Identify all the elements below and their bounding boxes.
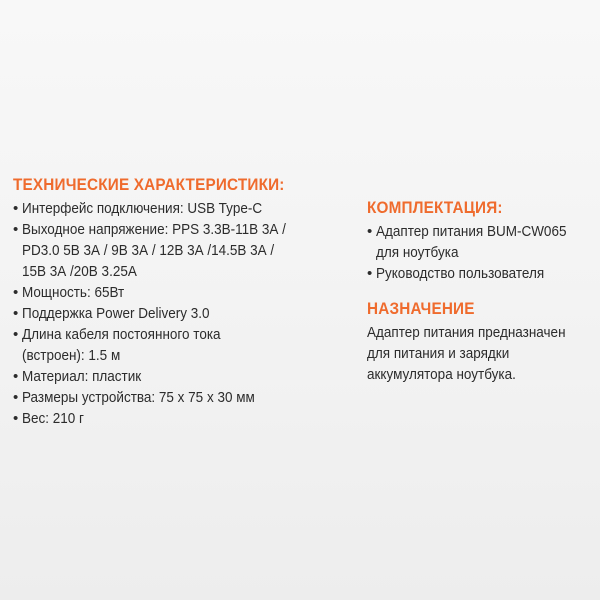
right-column — [367, 197, 592, 385]
purpose-section — [367, 298, 592, 385]
spec-line: (встроен): 1.5 м — [22, 347, 121, 364]
spec-line: • Размеры устройства: 75 x 75 x 30 мм — [22, 389, 255, 406]
specs-section — [13, 174, 343, 429]
purpose-line: для питания и зарядки — [367, 345, 510, 362]
spec-item-material — [13, 366, 343, 387]
spec-line: PD3.0 5В 3А / 9В 3А / 12В 3А /14.5В 3А / — [22, 242, 275, 259]
spec-item-interface — [13, 198, 343, 219]
purpose-heading: НАЗНАЧЕНИЕ — [367, 299, 475, 318]
kit-line: для ноутбука — [376, 244, 459, 261]
kit-line: • Адаптер питания BUM-CW065 — [376, 223, 567, 240]
spec-line: • Интерфейс подключения: USB Type-C — [22, 200, 263, 217]
kit-heading: КОМПЛЕКТАЦИЯ: — [367, 198, 503, 217]
purpose-line: Адаптер питания предназначен — [367, 324, 566, 341]
spec-item-weight — [13, 408, 343, 429]
spec-line: • Выходное напряжение: PPS 3.3В-11В 3А / — [22, 221, 286, 238]
spec-line: • Материал: пластик — [22, 368, 142, 385]
kit-section — [367, 197, 592, 284]
spec-item-output-voltage — [13, 219, 343, 282]
spec-item-dimensions — [13, 387, 343, 408]
spec-item-cable-length — [13, 324, 343, 366]
spec-line: • Длина кабеля постоянного тока — [22, 326, 221, 343]
kit-item-manual — [367, 263, 592, 284]
spec-line: 15В 3А /20В 3.25А — [22, 263, 137, 280]
spec-item-power — [13, 282, 343, 303]
kit-list — [367, 221, 592, 284]
purpose-text — [367, 322, 592, 385]
purpose-line: аккумулятора ноутбука. — [367, 366, 516, 383]
kit-item-adapter — [367, 221, 592, 263]
specs-heading: ТЕХНИЧЕСКИЕ ХАРАКТЕРИСТИКИ: — [13, 175, 285, 194]
spec-line: • Мощность: 65Вт — [22, 284, 125, 301]
spec-line: • Поддержка Power Delivery 3.0 — [22, 305, 210, 322]
kit-line: • Руководство пользователя — [376, 265, 545, 282]
spec-item-power-delivery — [13, 303, 343, 324]
spec-line: • Вес: 210 г — [22, 410, 84, 427]
section-gap — [367, 284, 592, 298]
specs-list — [13, 198, 343, 429]
